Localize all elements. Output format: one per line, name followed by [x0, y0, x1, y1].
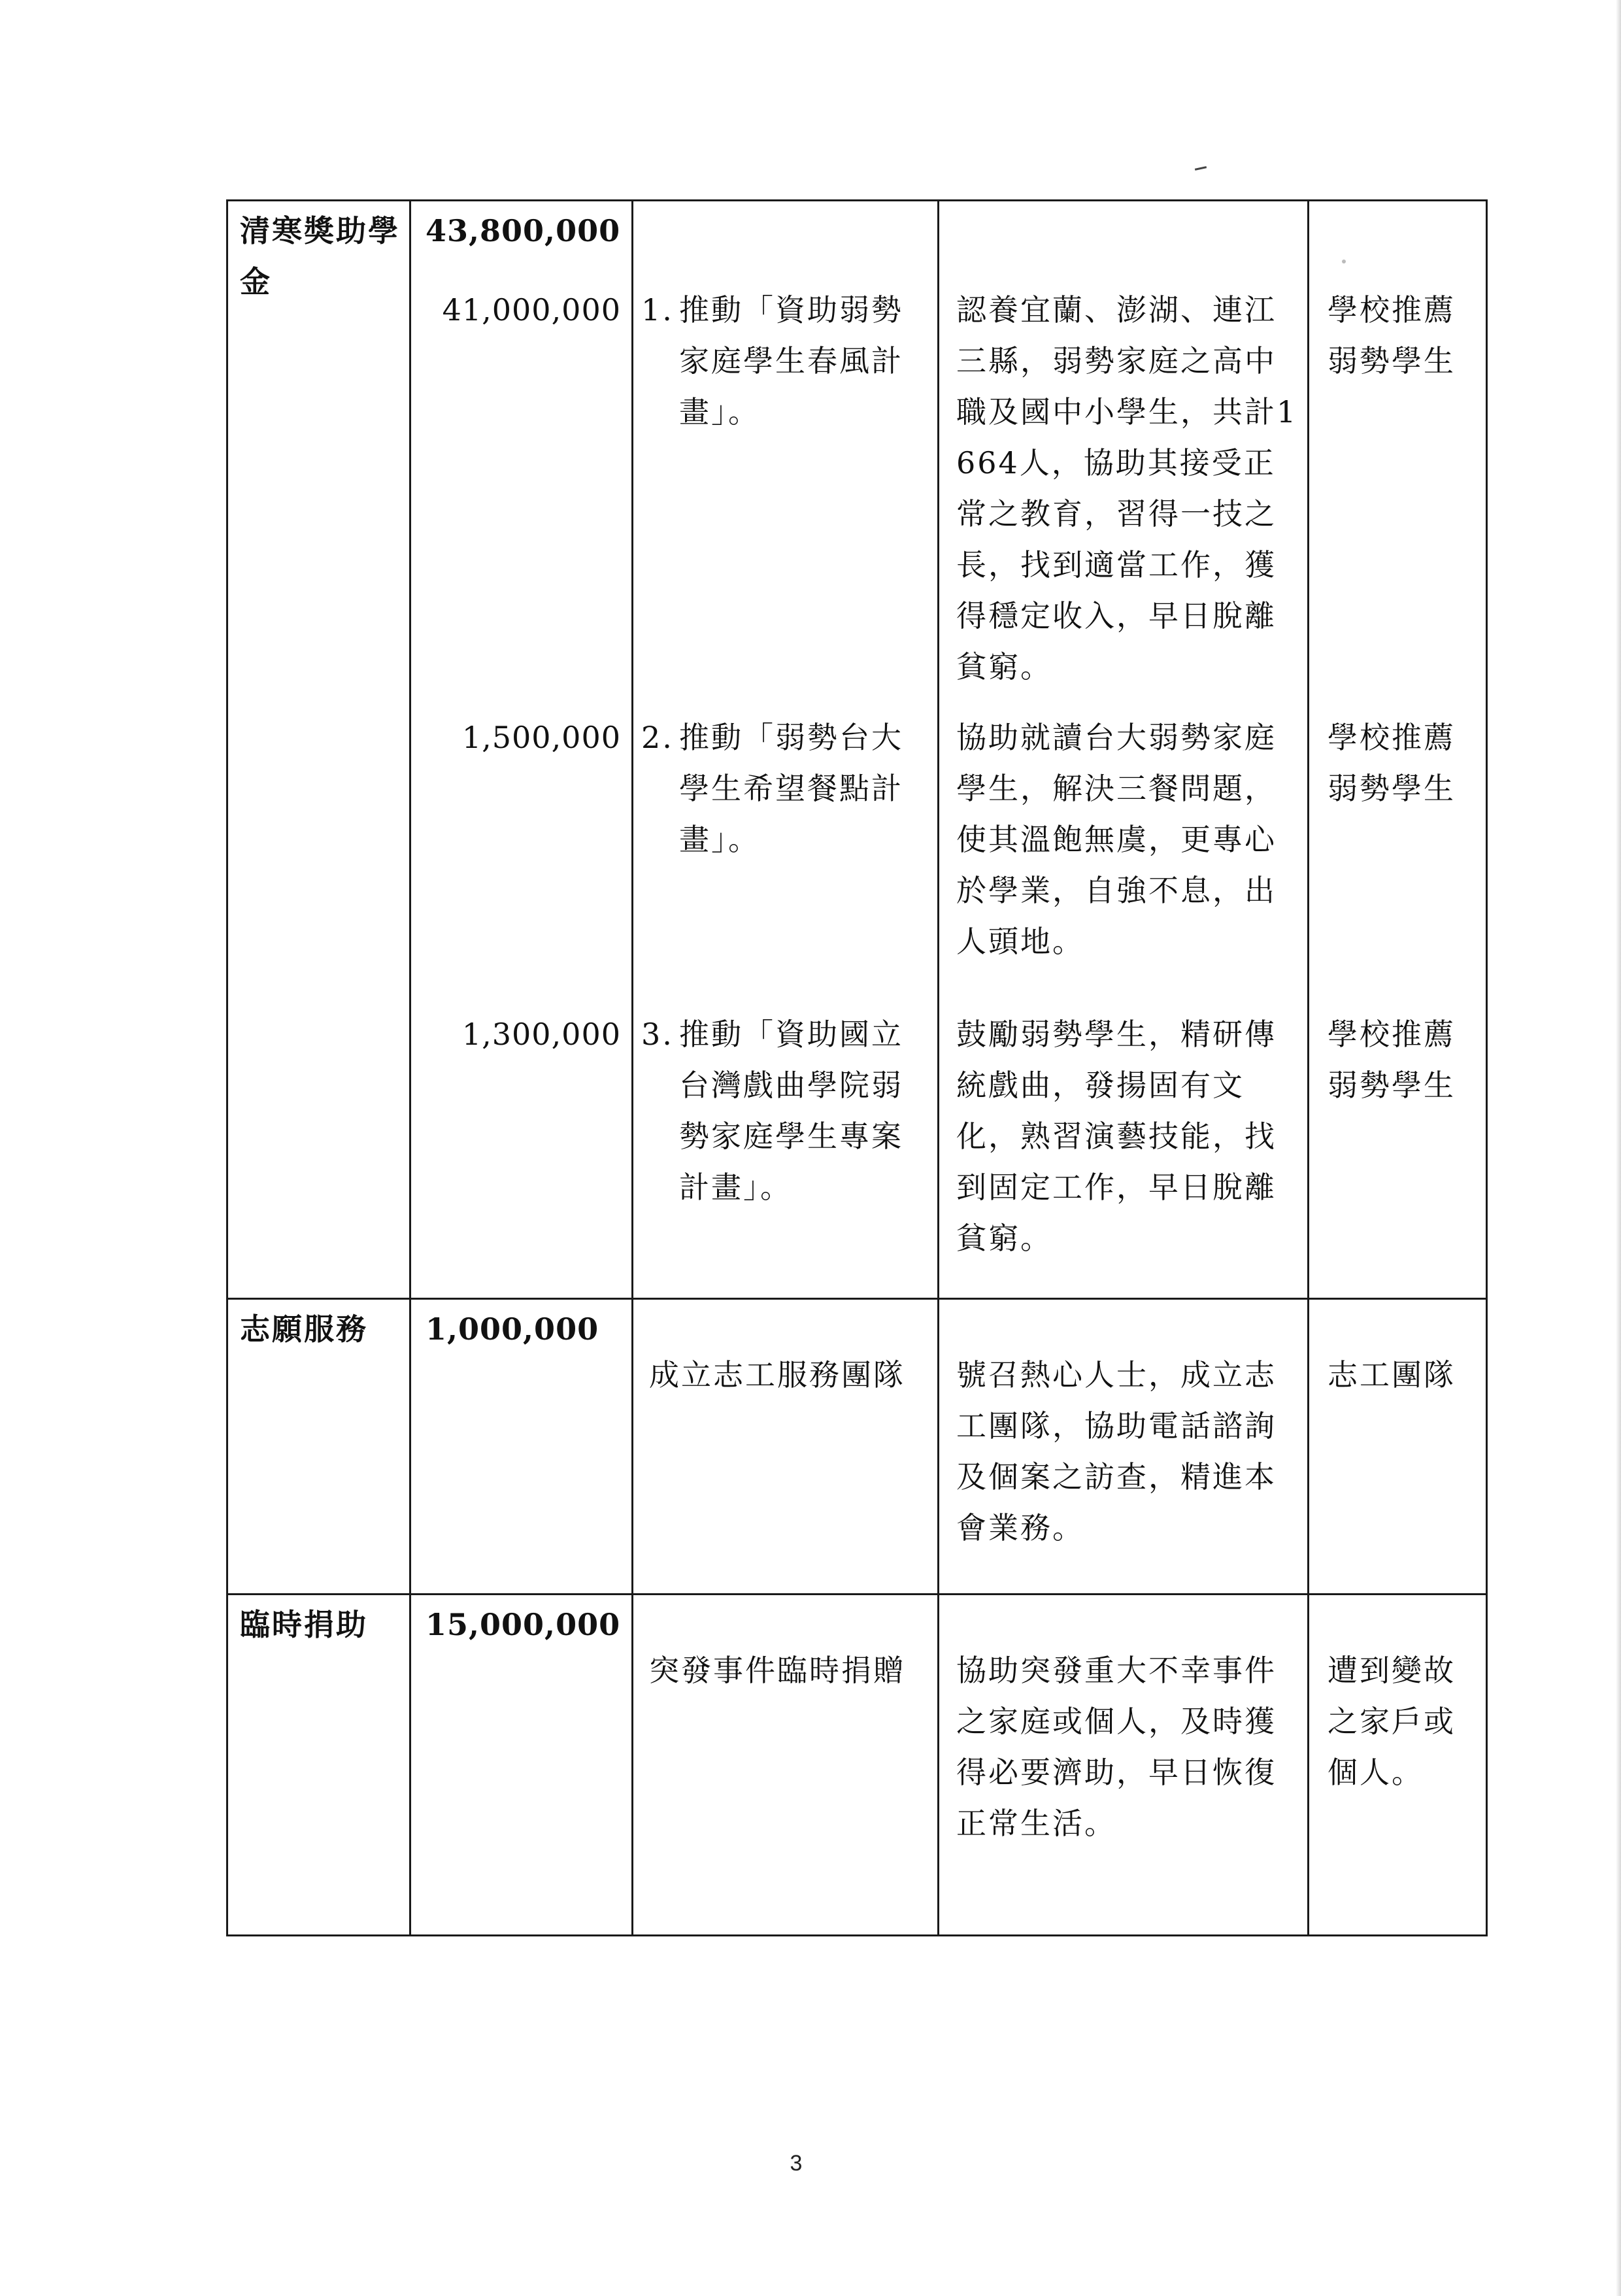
plan-target: 遭到變故之家戶或個人。	[1328, 1653, 1456, 1790]
page-edge	[1616, 0, 1621, 2296]
plan-target: 學校推薦弱勢學生	[1328, 719, 1456, 806]
page-number: 3	[790, 2151, 803, 2176]
sub-amount: 1,500,000	[461, 719, 621, 755]
target-cell	[1309, 1009, 1487, 1299]
total-amount: 43,800,000	[426, 213, 621, 248]
category-label: 志願服務	[240, 1311, 368, 1347]
table-row	[227, 284, 1487, 712]
plan-cell	[633, 712, 939, 1009]
plan-number: 3.	[641, 1016, 674, 1052]
plan-number: 1.	[641, 292, 674, 328]
table-row	[227, 1009, 1487, 1299]
table-row	[227, 201, 1487, 284]
plan-text: 推動「資助國立台灣戲曲學院弱勢家庭學生專案計畫」。	[679, 1016, 903, 1205]
table-row	[227, 1595, 1487, 1936]
target-cell	[1309, 284, 1487, 712]
budget-table	[226, 199, 1488, 1936]
plan-text: 突發事件臨時捐贈	[649, 1653, 905, 1688]
sub-amount-cell	[410, 712, 633, 1009]
plan-target: 學校推薦弱勢學生	[1328, 292, 1456, 379]
desc-cell	[939, 284, 1309, 712]
plan-cell	[633, 1299, 939, 1595]
target-cell	[1309, 1299, 1487, 1595]
table-row	[227, 1299, 1487, 1595]
empty-cell	[633, 201, 939, 284]
desc-cell	[939, 1595, 1309, 1936]
plan-cell	[633, 1595, 939, 1936]
plan-target: 志工團隊	[1328, 1357, 1456, 1393]
category-label: 臨時捐助	[240, 1607, 368, 1642]
scan-mark	[1195, 166, 1207, 171]
plan-description: 協助突發重大不幸事件之家庭或個人，及時獲得必要濟助，早日恢復正常生活。	[956, 1653, 1277, 1841]
category-cell-emergency	[227, 1595, 410, 1936]
plan-target: 學校推薦弱勢學生	[1328, 1016, 1456, 1103]
plan-description: 認養宜蘭、澎湖、連江三縣，弱勢家庭之高中職及國中小學生，共計1664人，協助其接受正常之教育，習得一技之長，找到適當工作，獲得穩定收入，早日脫離貧窮。	[956, 292, 1298, 684]
empty-cell	[1309, 201, 1487, 284]
total-amount-cell	[410, 1595, 633, 1936]
target-cell	[1309, 1595, 1487, 1936]
sub-amount-cell	[410, 1009, 633, 1299]
plan-text: 成立志工服務團隊	[649, 1357, 905, 1393]
desc-cell	[939, 1009, 1309, 1299]
plan-cell	[633, 284, 939, 712]
plan-number: 2.	[641, 719, 674, 755]
plan-text: 推動「弱勢台大學生希望餐點計畫」。	[679, 719, 903, 857]
plan-description: 鼓勵弱勢學生，精研傳統戲曲，發揚固有文化，熟習演藝技能，找到固定工作，早日脫離貧窮。	[956, 1016, 1277, 1256]
sub-amount-cell	[410, 284, 633, 712]
target-cell	[1309, 712, 1487, 1009]
category-cell-scholarship	[227, 201, 410, 1299]
plan-cell	[633, 1009, 939, 1299]
plan-description: 協助就讀台大弱勢家庭學生，解決三餐問題，使其溫飽無虞，更專心於學業，自強不息，出人頭地。	[956, 719, 1277, 959]
category-cell-volunteer	[227, 1299, 410, 1595]
total-amount-cell	[410, 201, 633, 284]
empty-cell	[939, 201, 1309, 284]
desc-cell	[939, 712, 1309, 1009]
sub-amount: 1,300,000	[461, 1016, 621, 1052]
total-amount-cell	[410, 1299, 633, 1595]
plan-text: 推動「資助弱勢家庭學生春風計畫」。	[679, 292, 903, 430]
total-amount: 1,000,000	[426, 1311, 599, 1347]
total-amount: 15,000,000	[426, 1607, 621, 1642]
desc-cell	[939, 1299, 1309, 1595]
sub-amount: 41,000,000	[442, 292, 621, 328]
category-label: 清寒獎助學金	[240, 213, 400, 299]
table-row	[227, 712, 1487, 1009]
plan-description: 號召熱心人士，成立志工團隊，協助電話諮詢及個案之訪查，精進本會業務。	[956, 1357, 1277, 1545]
